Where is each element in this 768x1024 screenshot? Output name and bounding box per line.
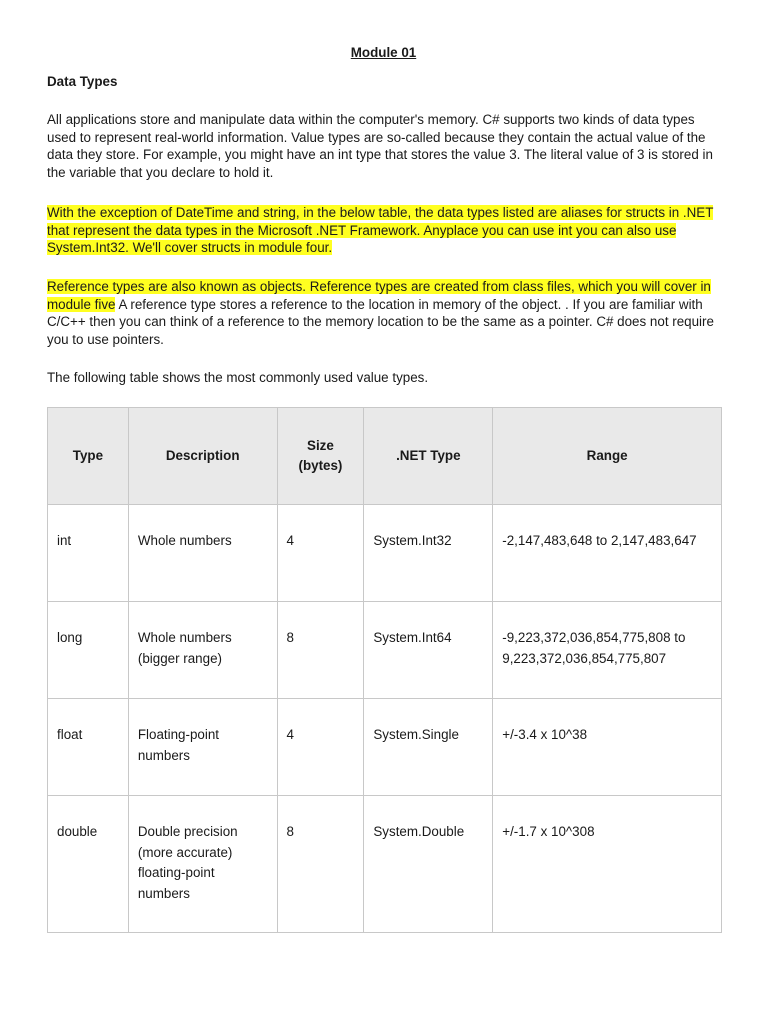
header-range: Range	[493, 408, 722, 505]
highlighted-text: With the exception of DateTime and string, in the below table, the data types listed are aliases for structs in .NET that represent the data types in the Microsoft .NET Framework. Anyplace you can use int you can also use System.Int32. We'll cover structs in module four.	[47, 205, 714, 256]
table-row	[48, 505, 722, 602]
cell-description: Whole numbers (bigger range)	[128, 602, 277, 699]
cell-range: +/-3.4 x 10^38	[493, 699, 722, 796]
cell-description: Whole numbers	[128, 505, 277, 602]
cell-type: double	[48, 796, 129, 933]
value-types-table	[47, 407, 722, 933]
cell-net-type: System.Int64	[364, 602, 493, 699]
cell-type: long	[48, 602, 129, 699]
cell-net-type: System.Int32	[364, 505, 493, 602]
header-description: Description	[128, 408, 277, 505]
table-row	[48, 699, 722, 796]
cell-range: -9,223,372,036,854,775,808 to 9,223,372,036,854,775,807	[493, 602, 722, 699]
cell-range: -2,147,483,648 to 2,147,483,647	[493, 505, 722, 602]
table-row	[48, 796, 722, 933]
header-type: Type	[48, 408, 129, 505]
cell-description: Floating-point numbers	[128, 699, 277, 796]
cell-type: float	[48, 699, 129, 796]
paragraph-struct-aliases	[47, 204, 723, 257]
cell-range: +/-1.7 x 10^308	[493, 796, 722, 933]
header-size	[277, 408, 364, 505]
cell-net-type: System.Double	[364, 796, 493, 933]
header-size-label: Size (bytes)	[298, 437, 343, 473]
cell-size: 8	[277, 796, 364, 933]
cell-size: 4	[277, 699, 364, 796]
cell-net-type: System.Single	[364, 699, 493, 796]
section-heading: Data Types	[47, 74, 118, 89]
paragraph-table-intro: The following table shows the most commonly used value types.	[47, 370, 429, 385]
cell-size: 8	[277, 602, 364, 699]
paragraph-text: A reference type stores a reference to the location in memory of the object. . If you are familiar with C/C++ then you can think of a reference to the memory location to be the same as a pointer. C# does not require you to use pointers.	[47, 296, 714, 347]
paragraph-value-types: All applications store and manipulate data within the computer's memory. C# supports two kinds of data types used to represent real-world information. Value types are so-called because they contain the actual value of the data they store. For example, you might have an int type that stores the value 3. The literal value of 3 is stored in the variable that you declare to hold it.	[47, 112, 713, 180]
highlighted-text: Reference types are also known as objects. Reference types are created from class files, which you will cover in module five	[47, 279, 711, 312]
paragraph-reference-types	[47, 278, 723, 348]
cell-type: int	[48, 505, 129, 602]
cell-size: 4	[277, 505, 364, 602]
table-header-row	[48, 408, 722, 505]
document-title: Module 01	[350, 45, 417, 60]
header-net-type: .NET Type	[364, 408, 493, 505]
table-row	[48, 602, 722, 699]
cell-description: Double precision (more accurate) floating-point numbers	[128, 796, 277, 933]
